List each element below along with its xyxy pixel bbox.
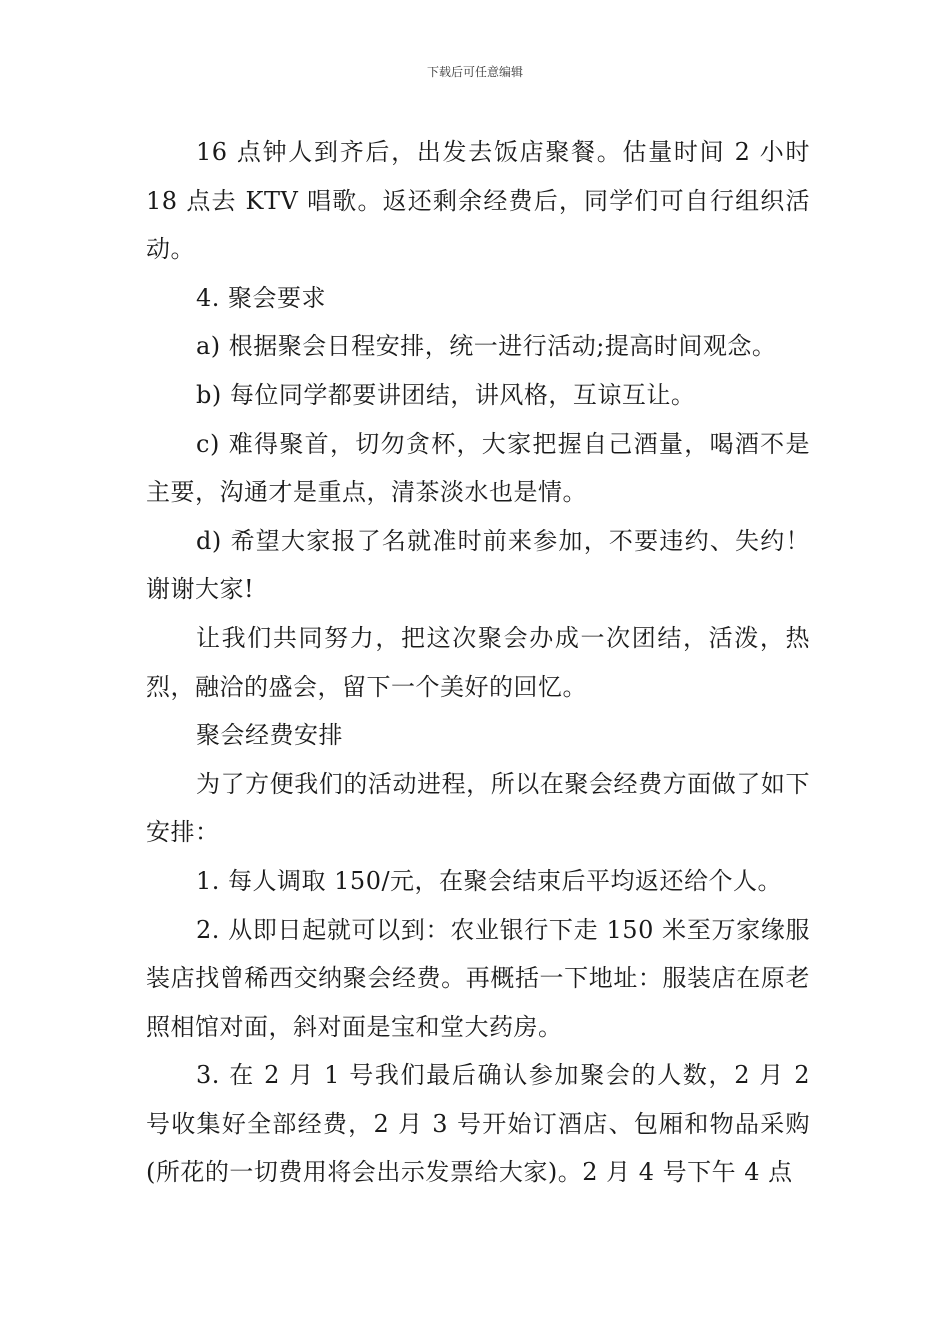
list-item-a: a) 根据聚会日程安排，统一进行活动;提高时间观念。: [196, 332, 777, 361]
page-header-note: 下载后可任意编辑: [426, 65, 523, 79]
list-item-3: 3. 在 2 月 1 号我们最后确认参加聚会的人数，2 月 2 号收集好全部经费，2 月 3 号开始订酒店、包厢和物品采购(所花的一切费用将会出示发票给大家)。2 月 4 号下午 4 点: [146, 1061, 810, 1187]
document-body: [146, 128, 810, 1197]
section-heading-budget: 聚会经费安排: [196, 721, 343, 750]
list-item-b: b) 每位同学都要讲团结，讲风格，互谅互让。: [196, 380, 696, 409]
list-item-c: c) 难得聚首，切勿贪杯，大家把握自己酒量，喝酒不是主要，沟通才是重点，清茶淡水也是情。: [146, 429, 810, 507]
list-item-2: 2. 从即日起就可以到：农业银行下走 150 米至万家缘服装店找曾稀西交纳聚会经费。再概括一下地址：服装店在原老照相馆对面，斜对面是宝和堂大药房。: [146, 915, 810, 1041]
section-heading-requirements: 4. 聚会要求: [196, 283, 327, 312]
paragraph-closing: 让我们共同努力，把这次聚会办成一次团结，活泼，热烈，融洽的盛会，留下一个美好的回忆。: [146, 623, 810, 701]
list-item-1: 1. 每人调取 150/元，在聚会结束后平均返还给个人。: [196, 866, 783, 895]
paragraph-budget-intro: 为了方便我们的活动进程，所以在聚会经费方面做了如下安排：: [146, 769, 810, 847]
list-item-d: d) 希望大家报了名就准时前来参加，不要违约、失约！谢谢大家!: [146, 526, 810, 604]
paragraph-schedule: 16 点钟人到齐后，出发去饭店聚餐。估量时间 2 小时 18 点去 KTV 唱歌。返还剩余经费后，同学们可自行组织活动。: [146, 138, 810, 264]
